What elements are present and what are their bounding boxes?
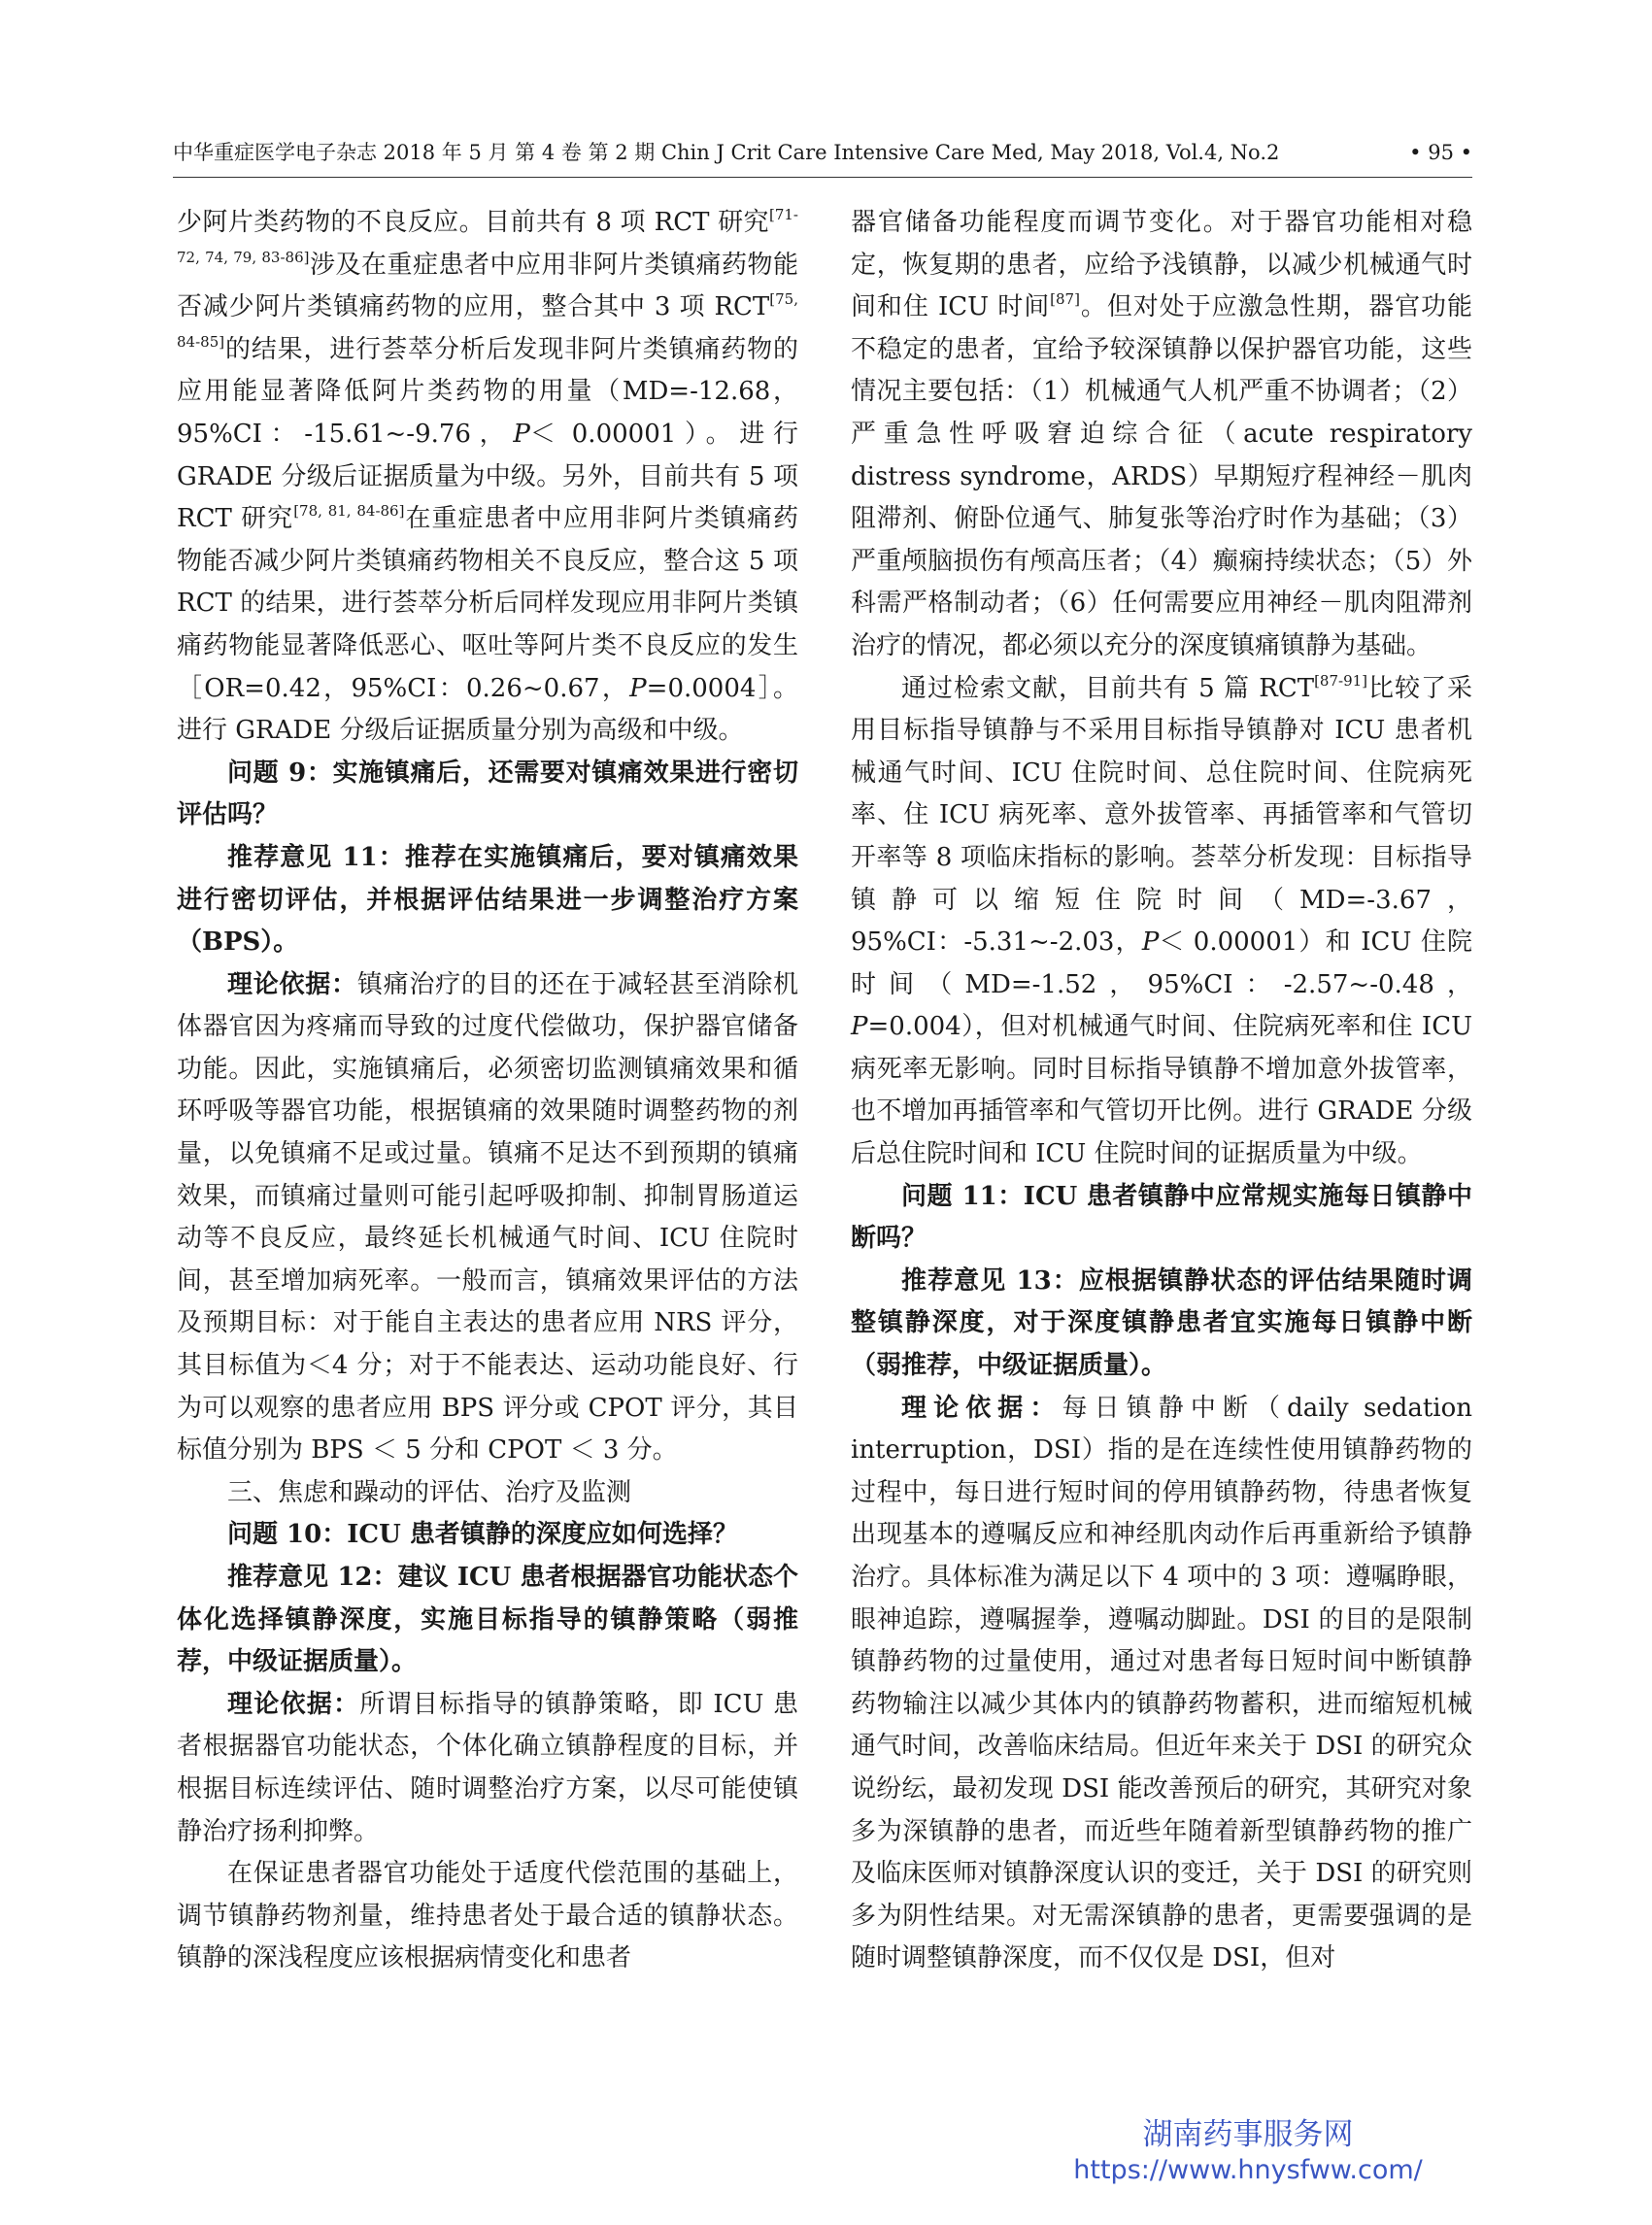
paragraph-goal-directed-evidence: 通过检索文献，目前共有 5 篇 RCT[87-91]比较了采用目标指导镇静与不采用目标指导镇静对 ICU 患者机械通气时间、ICU 住院时间、总住院时间、住院病死率、住 ICU 病死率、意外拔管率、再插管率和气管切开率等 8 项临床指标的影响。荟萃分析发现：目标指导镇静可以缩短住院时间（MD=-3.67，95%CI：-5.31~-2.03，P＜ 0.00001）和 ICU 住院时间（MD=-1.52，95%CI：-2.57~-0.48，P=0.004），但对机械通气时间、住院病死率和住 ICU 病死率无影响。同时目标指导镇静不增加意外拔管率，也不增加再插管率和气管切开比例。进行 GRADE 分级后总住院时间和 ICU 住院时间的证据质量为中级。 [851,671,1472,1169]
question-9: 问题 9：实施镇痛后，还需要对镇痛效果进行密切评估吗？ [177,758,798,830]
question-10: 问题 10：ICU 患者镇静的深度应如何选择？ [227,1520,738,1550]
rationale-12: 理论依据：所谓目标指导的镇静策略，即 ICU 患者根据器官功能状态，个体化确立镇静程度的目标，并根据目标连续评估、随时调整治疗方案，以尽可能使镇静治疗扬利抑弊。 [177,1689,798,1846]
right-column [851,202,1472,1980]
paragraph-sedation-depth-cont: 器官储备功能程度而调节变化。对于器官功能相对稳定，恢复期的患者，应给予浅镇静，以减少机械通气时间和住 ICU 时间[87]。但对处于应激急性期，器官功能不稳定的患者，宜给予较深镇静以保护器官功能，这些情况主要包括：（1）机械通气人机严重不协调者；（2）严重急性呼吸窘迫综合征（acute respiratory distress syndrome，ARDS）早期短疗程神经－肌肉阻滞剂、俯卧位通气、肺复张等治疗时作为基础；（3）严重颅脑损伤有颅高压者；（4）癫痫持续状态；（5）外科需严格制动者；（6）任何需要应用神经－肌肉阻滞剂治疗的情况，都必须以充分的深度镇痛镇静为基础。 [851,208,1472,660]
left-column [177,202,798,1980]
citation: [71-72, 74, 79, 83-86] [177,206,798,266]
paragraph-sedation-depth: 在保证患者器官功能处于适度代偿范围的基础上，调节镇静药物剂量，维持患者处于最合适的镇静状态。镇静的深浅程度应该根据病情变化和患者 [177,1859,798,1973]
journal-info: 中华重症医学电子杂志 2018 年 5 月 第 4 卷 第 2 期 Chin J Crit Care Intensive Care Med, May 2018, Vol.4, No.2 [173,141,1280,164]
running-header [173,136,1472,169]
rationale-label: 理论依据： [901,1393,1062,1423]
rationale-11: 理论依据：镇痛治疗的目的还在于减轻甚至消除机体器官因为疼痛而导致的过度代偿做功，保护器官储备功能。因此，实施镇痛后，必须密切监测镇痛效果和循环呼吸等器官功能，根据镇痛的效果随时调整药物的剂量，以免镇痛不足或过量。镇痛不足达不到预期的镇痛效果，而镇痛过量则可能引起呼吸抑制、抑制胃肠道运动等不良反应，最终延长机械通气时间、ICU 住院时间，甚至增加病死率。一般而言，镇痛效果评估的方法及预期目标：对于能自主表达的患者应用 NRS 评分，其目标值为＜4 分；对于不能表达、运动功能良好、行为可以观察的患者应用 BPS 评分或 CPOT 评分，其目标值分别为 BPS ＜ 5 分和 CPOT ＜ 3 分。 [177,969,798,1466]
citation: [78, 81, 84-86] [293,502,405,521]
recommendation-11: 推荐意见 11：推荐在实施镇痛后，要对镇痛效果进行密切评估，并根据评估结果进一步调整治疗方案（BPS）。 [177,842,798,958]
watermark-site-url[interactable]: https://www.hnysfww.com/ [1073,2155,1423,2185]
watermark-site-name: 湖南药事服务网 [1142,2117,1354,2152]
rationale-label: 理论依据： [227,1689,360,1719]
section-heading-3: 三、焦虑和躁动的评估、治疗及监测 [227,1477,632,1507]
page-number: • 95 • [1409,141,1472,164]
citation: [87] [1050,290,1080,309]
rationale-label: 理论依据： [227,969,357,999]
paragraph-nonopioid-evidence: 少阿片类药物的不良反应。目前共有 8 项 RCT 研究[71-72, 74, 79, 83-86]涉及在重症患者中应用非阿片类镇痛药物能否减少阿片类镇痛药物的应用，整合其中 3 项 RCT[75, 84-85]的结果，进行荟萃分析后发现非阿片类镇痛药物的应用能显著降低阿片类药物的用量（MD=-12.68，95%CI：-15.61~-9.76，P＜ 0.00001）。进行 GRADE 分级后证据质量为中级。另外，目前共有 5 项 RCT 研究[78, 81, 84-86]在重症患者中应用非阿片类镇痛药物能否减少阿片类镇痛药物相关不良反应，整合这 5 项 RCT 的结果，进行荟萃分析后同样发现应用非阿片类镇痛药物能显著降低恶心、呕吐等阿片类不良反应的发生［OR=0.42，95%CI：0.26~0.67，P=0.0004］。进行 GRADE 分级后证据质量分别为高级和中级。 [177,206,799,746]
question-11: 问题 11：ICU 患者镇静中应常规实施每日镇静中断吗？ [851,1181,1472,1254]
site-watermark [1054,2115,1442,2187]
header-rule [173,177,1472,178]
recommendation-12: 推荐意见 12：建议 ICU 患者根据器官功能状态个体化选择镇静深度，实施目标指导的镇静策略（弱推荐，中级证据质量）。 [177,1563,798,1677]
citation: [87-91] [1314,671,1368,690]
recommendation-13: 推荐意见 13：应根据镇静状态的评估结果随时调整镇静深度，对于深度镇静患者宜实施每日镇静中断（弱推荐，中级证据质量）。 [851,1265,1472,1381]
rationale-13: 理论依据：每日镇静中断（daily sedation interruption，DSI）指的是在连续性使用镇静药物的过程中，每日进行短时间的停用镇静药物，待患者恢复出现基本的遵嘱反应和神经肌肉动作后再重新给予镇静治疗。具体标准为满足以下 4 项中的 3 项：遵嘱睁眼，眼神追踪，遵嘱握拳，遵嘱动脚趾。DSI 的目的是限制镇静药物的过量使用，通过对患者每日短时间中断镇静药物输注以减少其体内的镇静药物蓄积，进而缩短机械通气时间，改善临床结局。但近年来关于 DSI 的研究众说纷纭，最初发现 DSI 能改善预后的研究，其研究对象多为深镇静的患者，而近些年随着新型镇静药物的推广及临床医师对镇静深度认识的变迁，关于 DSI 的研究则多为阴性结果。对无需深镇静的患者，更需要强调的是随时调整镇静深度，而不仅仅是 DSI，但对 [851,1393,1472,1973]
citation: [75, 84-85] [177,290,798,351]
